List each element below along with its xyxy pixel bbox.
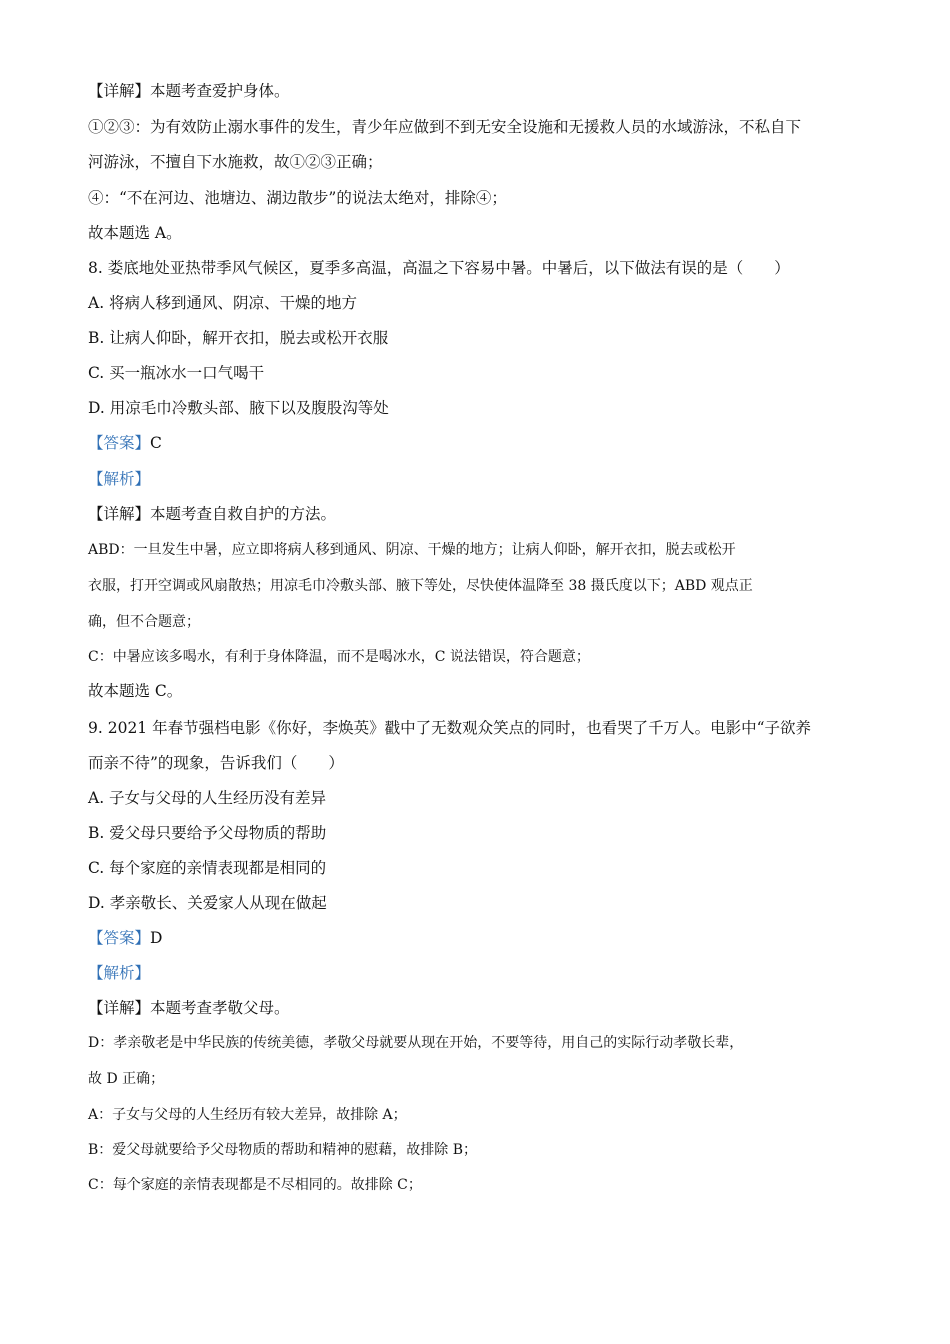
q9-detail: 【详解】本题考查孝敬父母。 [88, 999, 290, 1017]
q8-answer [88, 432, 890, 454]
answer-value: D [150, 929, 163, 947]
q9-analysis-line: B：爱父母就要给予父母物质的帮助和精神的慰藉，故排除 B； [88, 1142, 478, 1158]
q8-analysis-line: ABD：一旦发生中暑，应立即将病人移到通风、阴凉、干燥的地方；让病人仰卧，解开衣扣，脱去或松开 [88, 542, 736, 558]
q8-jiexi-label: 【解析】 [88, 470, 151, 488]
q8-conclusion: 故本题选 C。 [88, 682, 183, 700]
q9-analysis-line: D：孝亲敬老是中华民族的传统美德，孝敬父母就要从现在开始，不要等待，用自己的实际行动孝敬长辈， [88, 1035, 744, 1051]
answer-label: 【答案】 [88, 929, 151, 947]
q9-option-b: B. 爱父母只要给予父母物质的帮助 [88, 824, 327, 842]
q9-option-d: D. 孝亲敬长、关爱家人从现在做起 [88, 894, 327, 912]
q9-jiexi-label: 【解析】 [88, 964, 151, 982]
q8-analysis-line: 衣服，打开空调或风扇散热；用凉毛巾冷敷头部、腋下等处，尽快使体温降至 38 摄氏度以下；ABD 观点正 [88, 578, 753, 594]
q8-detail: 【详解】本题考查自救自护的方法。 [88, 505, 337, 523]
q9-answer [88, 927, 890, 949]
q9-stem-cont: 而亲不待”的现象，告诉我们（ ） [88, 754, 344, 772]
q9-analysis-line: A：子女与父母的人生经历有较大差异，故排除 A； [88, 1107, 407, 1123]
q8-option-d: D. 用凉毛巾冷敷头部、腋下以及腹股沟等处 [88, 399, 389, 417]
q7-conclusion: 故本题选 A。 [88, 224, 182, 242]
q9-analysis-line: C：每个家庭的亲情表现都是不尽相同的。故排除 C； [88, 1177, 422, 1193]
answer-label: 【答案】 [88, 434, 151, 452]
q8-stem: 8. 娄底地处亚热带季风气候区，夏季多高温，高温之下容易中暑。中暑后，以下做法有误的是（ ） [88, 259, 790, 277]
q8-option-a: A. 将病人移到通风、阴凉、干燥的地方 [88, 294, 358, 312]
q8-option-b: B. 让病人仰卧，解开衣扣，脱去或松开衣服 [88, 329, 389, 347]
q7-detail: 【详解】本题考查爱护身体。 [88, 82, 290, 100]
q8-analysis-line: C：中暑应该多喝水，有利于身体降温，而不是喝冰水，C 说法错误，符合题意； [88, 649, 590, 665]
q7-analysis-line: ④：“不在河边、池塘边、湖边散步”的说法太绝对，排除④； [88, 189, 507, 207]
q8-analysis-line: 确，但不合题意； [88, 614, 200, 630]
q9-analysis-line: 故 D 正确； [88, 1071, 165, 1087]
q9-option-c: C. 每个家庭的亲情表现都是相同的 [88, 859, 327, 877]
q9-option-a: A. 子女与父母的人生经历没有差异 [88, 789, 327, 807]
q8-option-c: C. 买一瓶冰水一口气喝干 [88, 364, 265, 382]
answer-value: C [150, 434, 162, 452]
q7-analysis-line: 河游泳，不擅自下水施救，故①②③正确； [88, 153, 383, 171]
q9-stem: 9. 2021 年春节强档电影《你好，李焕英》戳中了无数观众笑点的同时，也看哭了千万人。电影中“子欲养 [88, 719, 812, 737]
q7-analysis-line: ①②③：为有效防止溺水事件的发生，青少年应做到不到无安全设施和无援救人员的水域游泳，不私自下 [88, 118, 802, 136]
